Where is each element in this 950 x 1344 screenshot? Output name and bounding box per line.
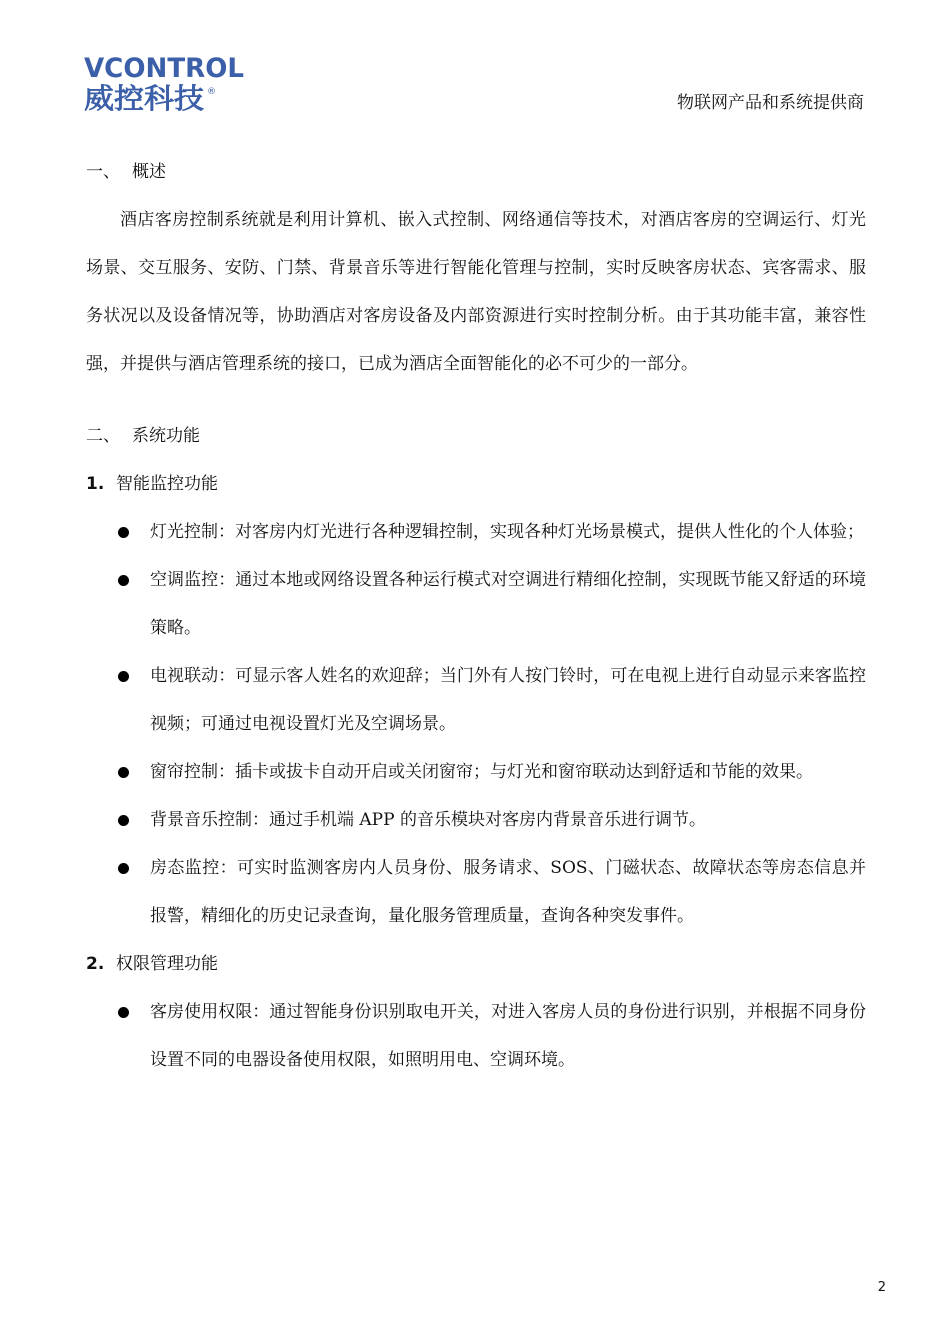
list-item [86, 652, 866, 748]
section-heading [86, 148, 866, 196]
list-item [86, 844, 866, 940]
subsection-title: 智能监控功能 [116, 474, 218, 494]
section-number: 一、 [86, 162, 120, 182]
bullet-icon [118, 671, 129, 682]
section-title: 系统功能 [132, 426, 200, 446]
document-body [86, 148, 866, 1084]
bullet-icon [118, 527, 129, 538]
list-item [86, 508, 866, 556]
subsection-heading [86, 460, 866, 508]
logo-text-cn: 威控科技 [84, 82, 204, 112]
bullet-icon [118, 1007, 129, 1018]
bullet-list [86, 988, 866, 1084]
company-logo [84, 50, 250, 112]
section-title: 概述 [132, 162, 166, 182]
list-item [86, 556, 866, 652]
list-item-text: 背景音乐控制：通过手机端 APP 的音乐模块对客房内背景音乐进行调节。 [150, 810, 706, 830]
page-number: 2 [877, 1280, 886, 1295]
logo-text-en: VCONTROL [84, 53, 244, 84]
subsection-title: 权限管理功能 [116, 954, 218, 974]
overview-paragraph: 酒店客房控制系统就是利用计算机、嵌入式控制、网络通信等技术，对酒店客房的空调运行、灯光场景、交互服务、安防、门禁、背景音乐等进行智能化管理与控制，实时反映客房状态、宾客需求、服务状况以及设备情况等，协助酒店对客房设备及内部资源进行实时控制分析。由于其功能丰富，兼容性强，并提供与酒店管理系统的接口，已成为酒店全面智能化的必不可少的一部分。 [86, 210, 866, 374]
section-overview [86, 148, 866, 388]
registered-mark: ® [207, 87, 216, 97]
list-item-text: 灯光控制：对客房内灯光进行各种逻辑控制，实现各种灯光场景模式，提供人性化的个人体验； [150, 522, 864, 542]
bullet-icon [118, 767, 129, 778]
bullet-icon [118, 815, 129, 826]
subsection-number: 1. [86, 474, 105, 494]
list-item-text: 电视联动：可显示客人姓名的欢迎辞；当门外有人按门铃时，可在电视上进行自动显示来客监控视频；可通过电视设置灯光及空调场景。 [150, 666, 866, 734]
section-heading [86, 412, 866, 460]
bullet-list [86, 508, 866, 940]
list-item [86, 988, 866, 1084]
list-item [86, 748, 866, 796]
list-item [86, 796, 866, 844]
section-system-functions [86, 412, 866, 1084]
list-item-text: 空调监控：通过本地或网络设置各种运行模式对空调进行精细化控制，实现既节能又舒适的环境策略。 [150, 570, 866, 638]
subsection-heading [86, 940, 866, 988]
section-number: 二、 [86, 426, 120, 446]
bullet-icon [118, 575, 129, 586]
bullet-icon [118, 863, 129, 874]
list-item-text: 房态监控：可实时监测客房内人员身份、服务请求、SOS、门磁状态、故障状态等房态信息并报警，精细化的历史记录查询，量化服务管理质量，查询各种突发事件。 [150, 858, 866, 926]
company-tagline: 物联网产品和系统提供商 [677, 93, 864, 113]
subsection-number: 2. [86, 954, 105, 974]
list-item-text: 窗帘控制：插卡或拔卡自动开启或关闭窗帘；与灯光和窗帘联动达到舒适和节能的效果。 [150, 762, 813, 782]
list-item-text: 客房使用权限：通过智能身份识别取电开关，对进入客房人员的身份进行识别，并根据不同身份设置不同的电器设备使用权限，如照明用电、空调环境。 [150, 1002, 866, 1070]
